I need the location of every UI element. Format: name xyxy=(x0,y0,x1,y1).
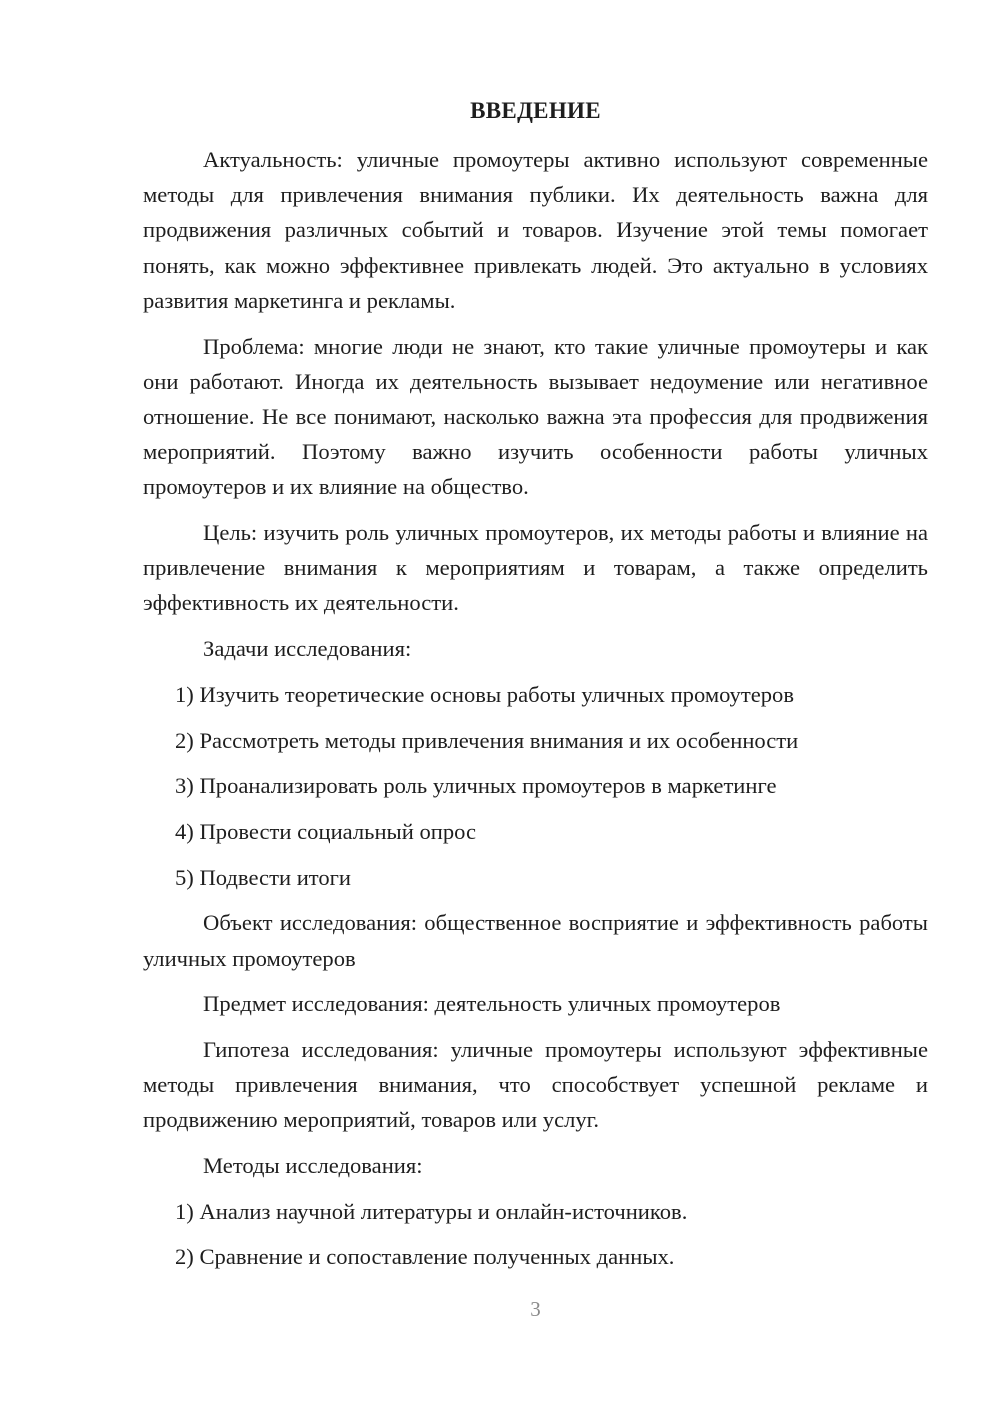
paragraph-subject: Предмет исследования: деятельность уличных промоутеров xyxy=(203,991,781,1017)
document-page xyxy=(143,0,928,1414)
list-item-task-3: 3) Проанализировать роль уличных промоутеров в маркетинге xyxy=(175,773,777,799)
paragraph-hypothesis: Гипотеза исследования: уличные промоутеры используют эффективные методы привлечения внимания, что способствует успешной рекламе и продвижению мероприятий, товаров или услуг. xyxy=(143,1036,928,1133)
list-item-method-2: 2) Сравнение и сопоставление полученных данных. xyxy=(175,1244,675,1270)
paragraph-relevance: Актуальность: уличные промоутеры активно используют современные методы для привлечения внимания публики. Их деятельность важна для продвижения различных событий и товаров. Изучение этой темы помогает понять, как можно эффективнее привлекать людей. Это актуально в условиях развития маркетинга и рекламы. xyxy=(143,147,928,313)
document-body xyxy=(143,142,928,1285)
list-item-method-1: 1) Анализ научной литературы и онлайн-источников. xyxy=(175,1198,688,1224)
paragraph-object: Объект исследования: общественное восприятие и эффективность работы уличных промоутеров xyxy=(143,910,928,971)
list-item-task-2: 2) Рассмотреть методы привлечения внимания и их особенности xyxy=(175,727,799,753)
paragraph-problem: Проблема: многие люди не знают, кто такие уличные промоутеры и как они работают. Иногда их деятельность вызывает недоумение или негативное отношение. Не все понимают, насколько важна эта профессия для продвижения мероприятий. Поэтому важно изучить особенности работы уличных промоутеров и их влияние на общество. xyxy=(143,333,928,500)
tasks-list xyxy=(143,677,928,895)
methods-heading: Методы исследования: xyxy=(203,1153,423,1179)
methods-list xyxy=(143,1194,928,1275)
tasks-heading: Задачи исследования: xyxy=(203,636,412,662)
list-item-task-1: 1) Изучить теоретические основы работы уличных промоутеров xyxy=(175,681,795,707)
paragraph-goal: Цель: изучить роль уличных промоутеров, их методы работы и влияние на привлечение внимания к мероприятиям и товарам, а также определить эффективность их деятельности. xyxy=(143,520,928,616)
page-title: ВВЕДЕНИЕ xyxy=(470,98,601,123)
list-item-task-4: 4) Провести социальный опрос xyxy=(175,818,477,844)
page-number: 3 xyxy=(530,1297,541,1321)
list-item-task-5: 5) Подвести итоги xyxy=(175,864,352,890)
